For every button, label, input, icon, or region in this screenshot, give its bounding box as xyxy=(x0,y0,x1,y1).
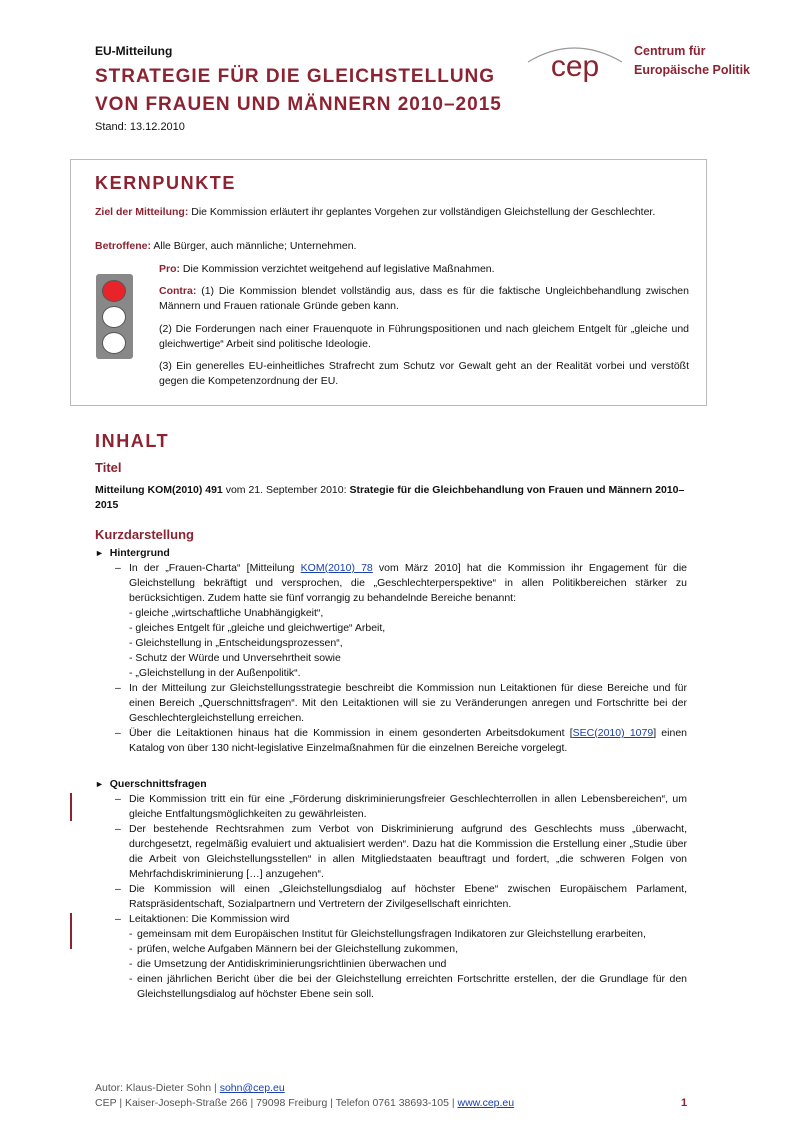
kernpunkte-heading: KERNPUNKTE xyxy=(95,173,237,193)
list-item: – Leitaktionen: Die Kommission wird - gemeinsam mit dem Europäischen Institut für Gleichstellungsfragen Indikatoren zur Gleichstellung erarbeiten, - prüfen, welche Aufgaben Männern bei der Gleichstellung zukommen, - die Umsetzung der Antidiskriminierungsrichtlinien überwachen und - einen jährlichen Bericht über die bei der Gleichstellung erreichten Fortschritte erstellen, der die Grundlage für den Gleichstellungsdialog auf höchster Ebene sein soll. xyxy=(115,913,687,1000)
title-line-1: STRATEGIE FÜR DIE GLEICHSTELLUNG xyxy=(95,66,496,87)
cep-logo xyxy=(522,40,628,90)
querschnittsfragen-title: Querschnittsfragen xyxy=(109,778,207,790)
margin-marker xyxy=(70,793,72,821)
triangle-bullet-icon: ► xyxy=(95,779,104,789)
list-item: - einen jährlichen Bericht über die bei der Gleichstellung erreichten Fortschritte erstellen, der die Grundlage für den Gleichstellungsdialog auf höchster Ebene sein soll. xyxy=(129,973,687,1000)
list-item: – Die Kommission will einen „Gleichstellungsdialog auf höchster Ebene“ zwischen Europäischem Parlament, Ratspräsidentschaft, Sozialpartnern und Vertretern der Zivilgesellschaft einrichten. xyxy=(115,883,687,910)
list-item: - „Gleichstellung in der Außenpolitik“. xyxy=(129,667,301,679)
hintergrund-p3-text-2: ] einen Katalog von über 130 nicht-legislative Einzelmaßnahmen für die einzelnen Bereiche vorgelegt. xyxy=(129,727,688,754)
list-item: - die Umsetzung der Antidiskriminierungsrichtlinien überwachen und xyxy=(129,958,447,970)
list-item: - Gleichstellung in „Entscheidungsprozessen“, xyxy=(129,637,343,649)
list-item: - gleiche „wirtschaftliche Unabhängigkeit“, xyxy=(129,607,324,619)
contra-text: (1) Die Kommission blendet vollständig aus, dass es für die faktische Ungleichbehandlung zwischen Männern und Frauen rationale Gründe geben kann. xyxy=(159,285,689,312)
green-lamp-icon xyxy=(102,332,126,354)
quer-p2: Der bestehende Rechtsrahmen zum Verbot von Diskriminierung aufgrund des Geschlechts muss „überwacht, durchgesetzt, regelmäßig evaluiert und aktualisiert werden“. Dazu hat die Kommission die Erstellung einer „Studie über die Arbeit von Gleichstellungsstellen“ in allen Mitgliedstaaten beauftragt und fordert, „die schweren Folgen von Mehrfachdiskriminierung […] anzugehen“. xyxy=(129,823,687,880)
querschnittsfragen-heading xyxy=(95,777,207,792)
quer-p4: Leitaktionen: Die Kommission wird xyxy=(129,913,290,925)
page-number: 1 xyxy=(681,1097,688,1109)
ziel-paragraph xyxy=(95,205,687,220)
traffic-light-icon xyxy=(96,274,133,359)
titel-doc-ref: Mitteilung KOM(2010) 491 xyxy=(95,484,223,496)
red-lamp-icon xyxy=(102,280,126,302)
list-item: – Der bestehende Rechtsrahmen zum Verbot von Diskriminierung aufgrund des Geschlechts muss „überwacht, durchgesetzt, regelmäßig evaluiert und aktualisiert werden“. Dazu hat die Kommission die Erstellung einer „Studie über die Arbeit von Gleichstellungsstellen“ in allen Mitgliedstaaten beauftragt und fordert, „die schweren Folgen von Mehrfachdiskriminierung […] anzugehen“. xyxy=(115,823,687,880)
leitaktionen-list xyxy=(129,927,687,1002)
quer-p1: Die Kommission tritt ein für eine „Förderung diskriminierungsfreier Geschlechterrollen in allen Lebensbereichen“, um gleiche Entfaltungsmöglichkeiten zu gewährleisten. xyxy=(129,793,687,820)
author-text: Autor: Klaus-Dieter Sohn | xyxy=(95,1082,220,1094)
title-line-2: VON FRAUEN UND MÄNNERN 2010–2015 xyxy=(95,94,502,115)
margin-marker xyxy=(70,913,72,949)
titel-name: Strategie für die Gleichbehandlung von Frauen und Männern 2010–2015 xyxy=(95,484,685,511)
contra-paragraph-1 xyxy=(159,284,689,314)
list-item: - gemeinsam mit dem Europäischen Institut für Gleichstellungsfragen Indikatoren zur Gleichstellung erarbeiten, xyxy=(129,928,646,940)
org-line-1: Centrum für xyxy=(634,44,706,58)
contra-paragraph-3: (3) Ein generelles EU-einheitliches Strafrecht zum Schutz vor Gewalt geht an der Realität vorbei und verstößt gegen die Kompetenzordnung der EU. xyxy=(159,360,689,387)
hintergrund-heading xyxy=(95,546,170,561)
document-kind: EU-Mitteilung xyxy=(95,44,173,58)
betroffene-text: Alle Bürger, auch männliche; Unternehmen. xyxy=(151,240,357,252)
hintergrund-p1-text: In der „Frauen-Charta“ [Mitteilung xyxy=(129,562,301,574)
hintergrund-p3-text: Über die Leitaktionen hinaus hat die Kommission in einem gesonderten Arbeitsdokument [ xyxy=(129,727,573,739)
list-item: - Schutz der Würde und Unversehrtheit sowie xyxy=(129,652,341,664)
list-item: – In der Mitteilung zur Gleichstellungsstrategie beschreibt die Kommission nun Leitaktionen für diese Bereiche und für einen Bereich „Querschnittsfragen“. Mit den Leitaktionen will sie zu Veränderungen anregen und Fortschritte bei der Geschlechtergleichstellung erreichen. xyxy=(115,682,687,724)
kurzdarstellung-heading: Kurzdarstellung xyxy=(95,527,194,542)
inhalt-heading: INHALT xyxy=(95,431,170,451)
organization-name xyxy=(634,42,750,80)
author-email-link[interactable]: sohn@cep.eu xyxy=(219,1082,285,1094)
list-item: – In der „Frauen-Charta“ [Mitteilung KOM(2010) 78 vom März 2010] hat die Kommission ihr Engagement für die Gleichstellung bekräftigt und versprochen, die „Geschlechterperspektive“ in allen Politikbereichen stärker zu berücksichtigen. Zudem hatte sie fünf vorrangig zu behandelnde Bereiche benannt: - gleiche „wirtschaftliche Unabhängigkeit“, - gleiches Entgelt für „gleiche und gleichwertige“ Arbeit, - Gleichstellung in „Entscheidungsprozessen“, - Schutz der Würde und Unversehrtheit sowie - „Gleichstellung in der Außenpolitik“. xyxy=(115,562,687,679)
contra-label: Contra: xyxy=(159,285,197,297)
footer-address xyxy=(95,1097,514,1109)
betroffene-paragraph xyxy=(95,239,687,254)
ziel-text: Die Kommission erläutert ihr geplantes Vorgehen zur vollständigen Gleichstellung der Geschlechter. xyxy=(188,206,656,218)
hintergrund-p1-text-2: vom März 2010] hat die Kommission ihr Engagement für die Gleichstellung bekräftigt und versprochen, die „Geschlechterperspektive“ in allen Politikbereichen stärker zu berücksichtigen. Zudem hatte sie fünf vorrangig zu behandelnde Bereiche benannt: xyxy=(129,562,687,604)
titel-heading: Titel xyxy=(95,460,122,475)
list-item: – Über die Leitaktionen hinaus hat die Kommission in einem gesonderten Arbeitsdokument [SEC(2010) 1079] einen Katalog von über 130 nicht-legislative Einzelmaßnahmen für die einzelnen Bereiche vorgelegt. xyxy=(115,727,688,754)
date-stamp: Stand: 13.12.2010 xyxy=(95,121,185,133)
address-text: CEP | Kaiser-Joseph-Straße 266 | 79098 Freiburg | Telefon 0761 38693-105 | xyxy=(95,1097,458,1109)
website-link[interactable]: www.cep.eu xyxy=(457,1097,515,1109)
list-item: - prüfen, welche Aufgaben Männern bei der Gleichstellung zukommen, xyxy=(129,943,459,955)
pro-label: Pro: xyxy=(159,263,180,275)
querschnittsfragen-block xyxy=(115,792,687,1002)
hintergrund-p2: In der Mitteilung zur Gleichstellungsstrategie beschreibt die Kommission nun Leitaktionen für diese Bereiche und für einen Bereich „Querschnittsfragen“. Mit den Leitaktionen will sie zu Veränderungen anregen und Fortschritte bei der Geschlechtergleichstellung erreichen. xyxy=(129,682,687,724)
quer-p3: Die Kommission will einen „Gleichstellungsdialog auf höchster Ebene“ zwischen Europäischem Parlament, Ratspräsidentschaft, Sozialpartnern und Vertretern der Zivilgesellschaft einrichten. xyxy=(129,883,687,910)
pro-text: Die Kommission verzichtet weitgehend auf legislative Maßnahmen. xyxy=(180,263,495,275)
hintergrund-block xyxy=(115,561,687,756)
priority-areas-list xyxy=(129,606,687,681)
pro-paragraph xyxy=(159,262,689,277)
titel-paragraph xyxy=(95,483,687,513)
titel-date: vom 21. September 2010: xyxy=(222,484,350,496)
list-item: – Die Kommission tritt ein für eine „Förderung diskriminierungsfreier Geschlechterrollen in allen Lebensbereichen“, um gleiche Entfaltungsmöglichkeiten zu gewährleisten. xyxy=(115,793,687,820)
betroffene-label: Betroffene: xyxy=(95,240,152,252)
triangle-bullet-icon: ► xyxy=(95,548,104,558)
sec-2010-1079-link[interactable]: SEC(2010) 1079 xyxy=(572,727,654,739)
logo-text: cep xyxy=(550,50,600,83)
ziel-label: Ziel der Mitteilung: xyxy=(95,206,189,218)
hintergrund-title: Hintergrund xyxy=(109,547,170,559)
footer-author xyxy=(95,1082,285,1094)
yellow-lamp-icon xyxy=(102,306,126,328)
list-item: - gleiches Entgelt für „gleiche und gleichwertige“ Arbeit, xyxy=(129,622,386,634)
page-title xyxy=(95,63,502,119)
contra-paragraph-2: (2) Die Forderungen nach einer Frauenquote in Führungspositionen und nach gleichem Entgelt für „gleiche und gleichwertige“ Arbeit sind politische Ideologie. xyxy=(159,323,689,350)
kom-2010-78-link[interactable]: KOM(2010) 78 xyxy=(300,562,373,574)
org-line-2: Europäische Politik xyxy=(634,63,751,77)
